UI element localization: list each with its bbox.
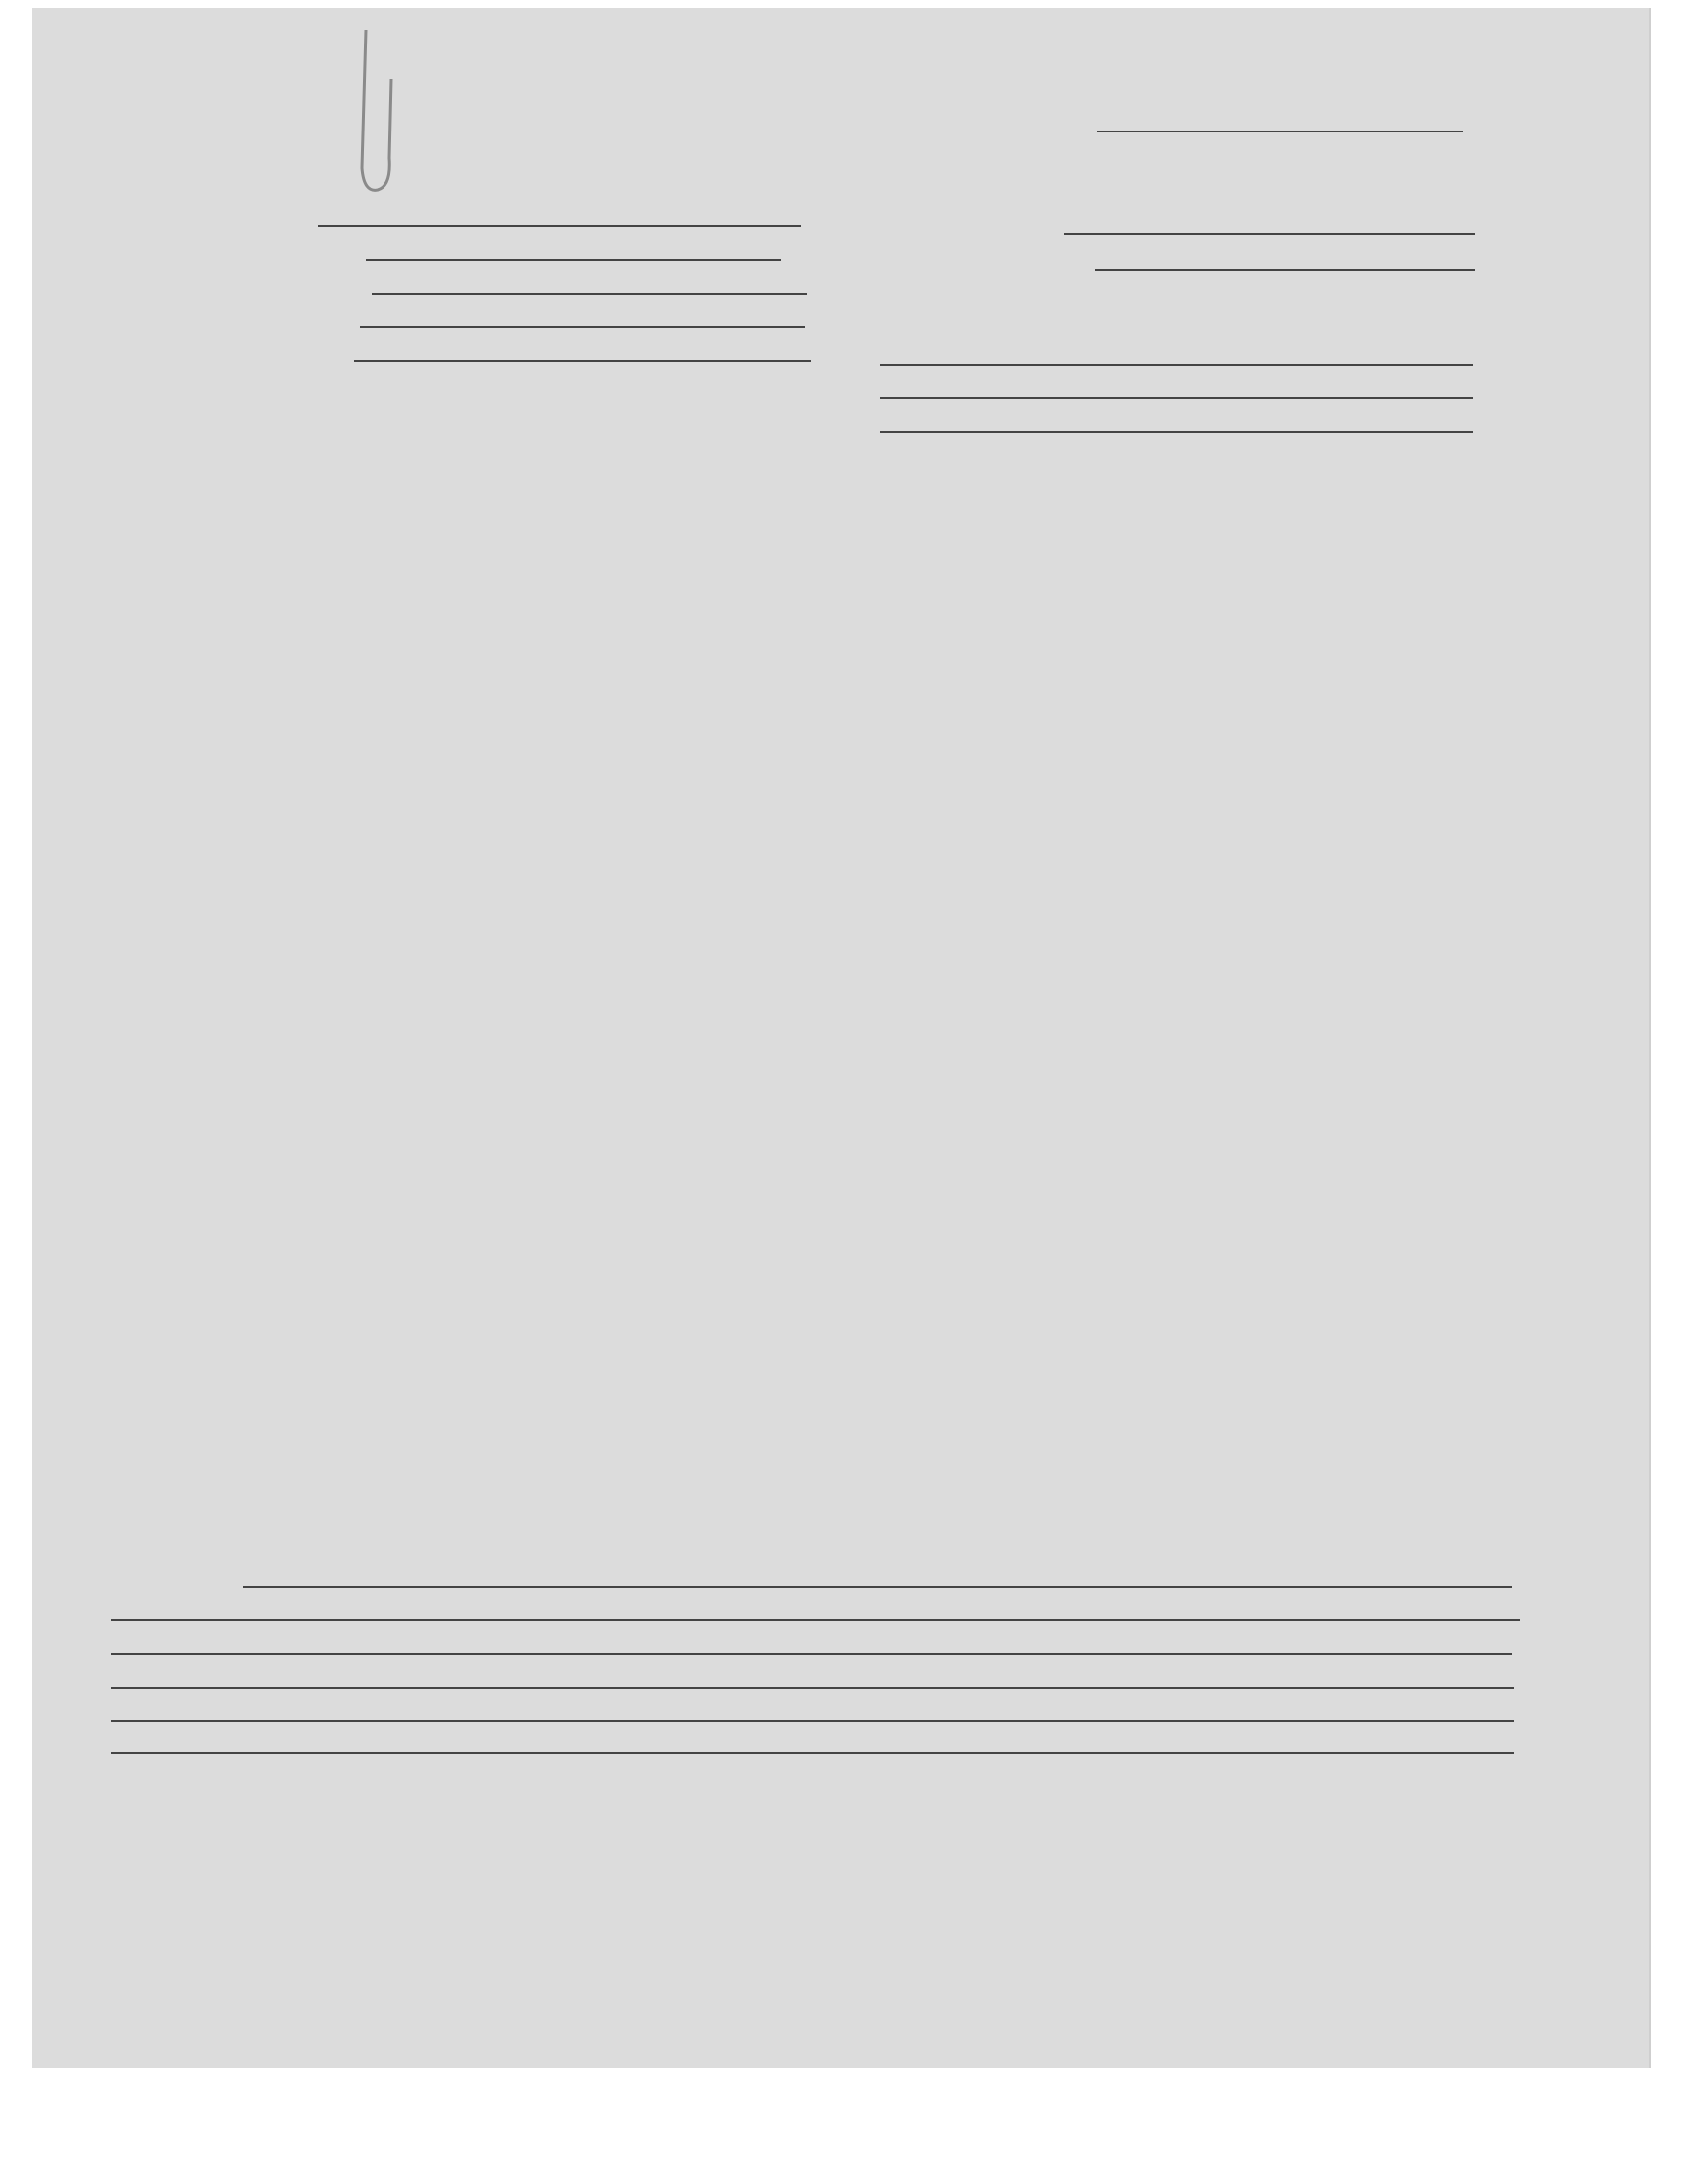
date-reported-value	[1095, 269, 1475, 271]
remarks-line-6	[111, 1752, 1514, 1754]
report-to-value	[318, 225, 801, 227]
remarks-line-5	[111, 1720, 1514, 1722]
submitted-by-value	[354, 360, 811, 362]
sample-source-value	[366, 259, 781, 261]
request-line-2	[880, 397, 1473, 399]
remarks-line-1	[243, 1586, 1512, 1588]
request-line-3	[880, 431, 1473, 433]
sample-numbers-value	[372, 293, 807, 295]
date-received-value	[360, 326, 805, 328]
paper-clip-icon	[346, 20, 405, 198]
remarks-line-4	[111, 1687, 1514, 1689]
request-line-1	[880, 364, 1473, 366]
proj-field	[1097, 99, 1463, 132]
reported-by-value	[1064, 233, 1475, 235]
remarks-line-2	[111, 1619, 1520, 1621]
remarks-line-3	[111, 1653, 1512, 1655]
document-sheet	[32, 8, 1651, 2068]
